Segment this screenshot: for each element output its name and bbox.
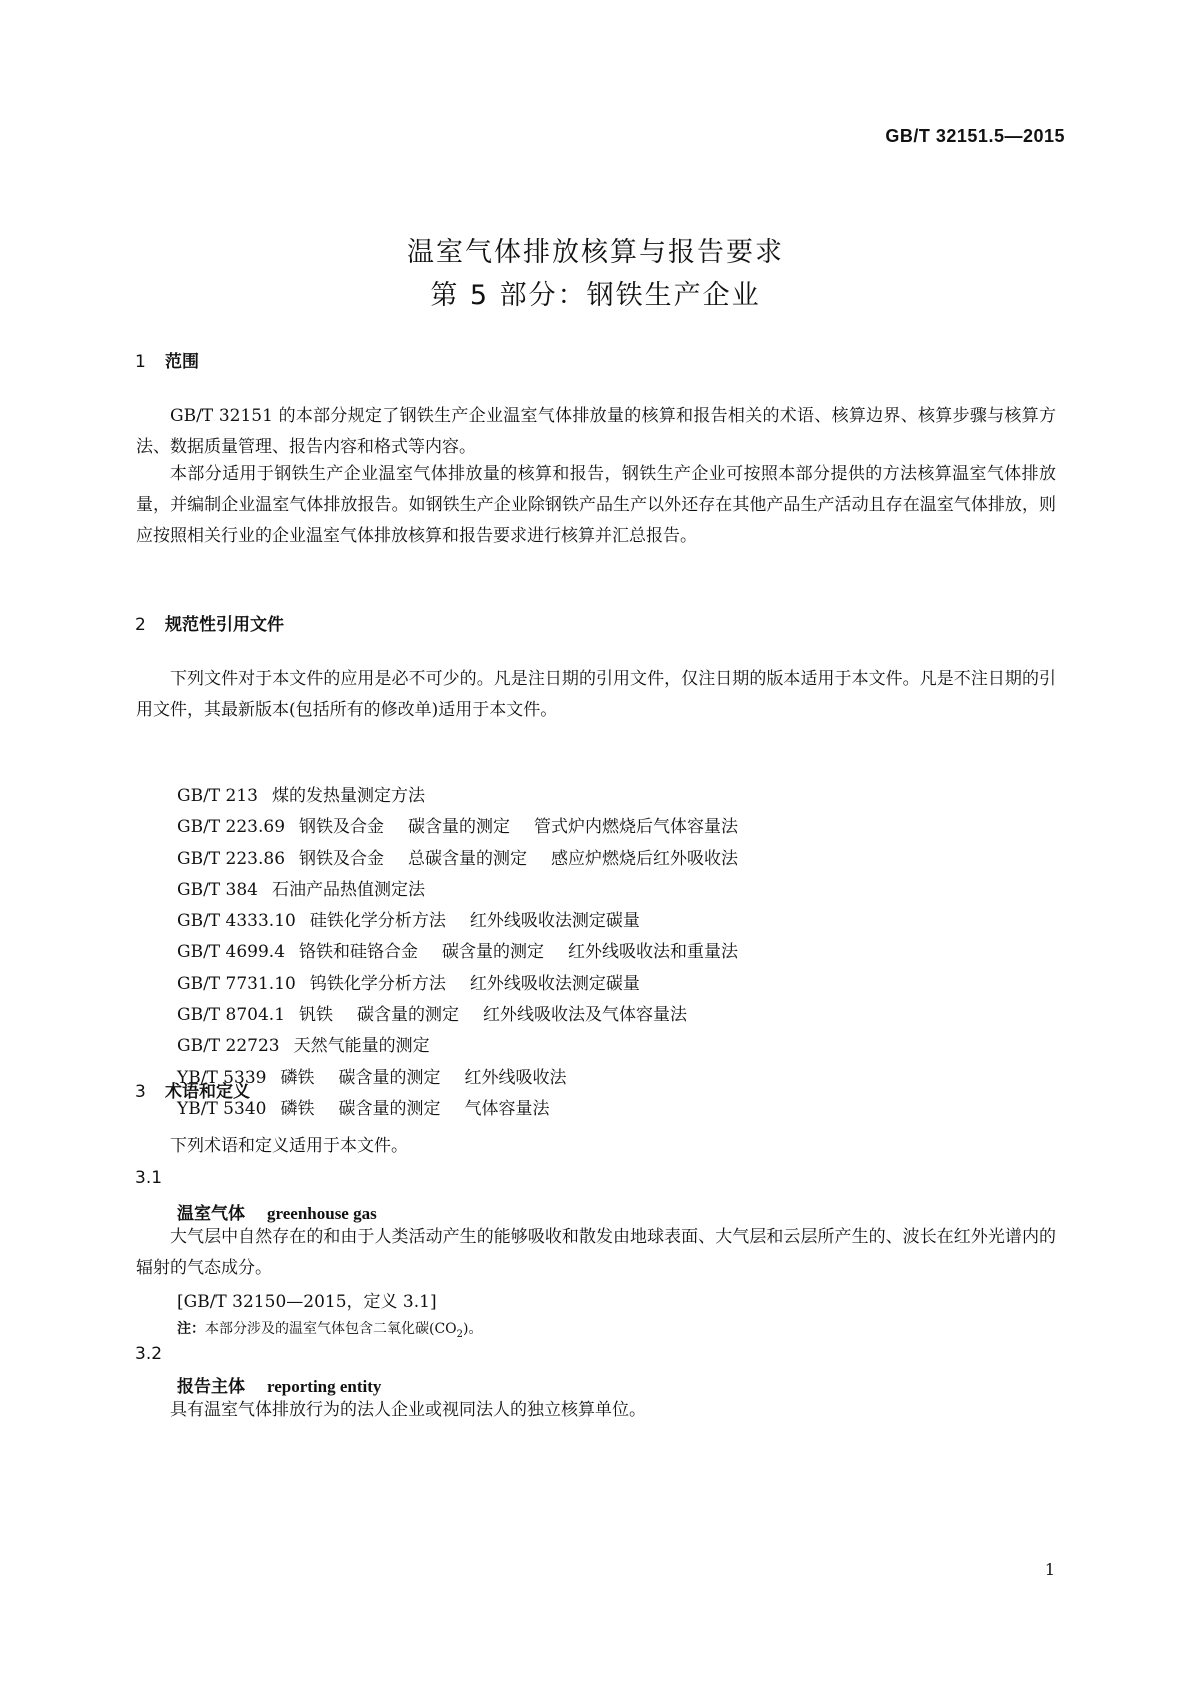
note-subscript: 2 [456, 1328, 464, 1340]
reference-item [177, 1094, 738, 1125]
reference-title: 磷铁 [280, 1067, 315, 1088]
reference-item [177, 969, 738, 1000]
section-1-heading [135, 347, 199, 372]
term-en: reporting entity [267, 1377, 382, 1396]
reference-title: 煤的发热量测定方法 [272, 786, 425, 806]
reference-item [177, 812, 738, 843]
reference-list [177, 781, 738, 1125]
reference-title: 铬铁和硅铬合金 [299, 942, 419, 963]
reference-title: 钨铁化学分析方法 [309, 973, 446, 994]
reference-title: 钢铁及合金 [299, 817, 385, 838]
reference-item [177, 937, 738, 968]
reference-code: GB/T 4699.4 [177, 942, 286, 963]
standard-code: GB/T 32151.5—2015 [885, 126, 1065, 146]
reference-title: 感应炉燃烧后红外吸收法 [551, 848, 739, 869]
reference-title: 红外线吸收法 [464, 1067, 567, 1088]
reference-item [177, 1063, 738, 1094]
document-title: 温室气体排放核算与报告要求 [407, 237, 784, 268]
reference-item [177, 1031, 738, 1062]
reference-code: YB/T 5340 [177, 1098, 267, 1119]
clause-number: 3.1 [135, 1168, 163, 1188]
references-intro: 下列文件对于本文件的应用是必不可少的。凡是注日期的引用文件，仅注日期的版本适用于本文件。凡是不注日期的引用文件，其最新版本(包括所有的修改单)适用于本文件。 [136, 669, 1056, 720]
term-source: [GB/T 32150—2015，定义 3.1] [177, 1292, 437, 1312]
reference-title: 磷铁 [280, 1098, 315, 1119]
term-entry [177, 1372, 381, 1397]
term-definition: 具有温室气体排放行为的法人企业或视同法人的独立核算单位。 [170, 1400, 646, 1420]
reference-title: 碳含量的测定 [442, 942, 545, 963]
term-note [177, 1318, 483, 1340]
reference-title: 碳含量的测定 [357, 1005, 460, 1026]
reference-code: GB/T 223.86 [177, 848, 286, 869]
term-definition: 大气层中自然存在的和由于人类活动产生的能够吸收和散发由地球表面、大气层和云层所产生的、波长在红外光谱内的辐射的气态成分。 [136, 1227, 1056, 1278]
note-end: )。 [463, 1321, 483, 1337]
section-title: 规范性引用文件 [165, 615, 284, 635]
section-number: 3 [135, 1082, 146, 1102]
reference-code: GB/T 8704.1 [177, 1005, 286, 1026]
scope-paragraph-2: 本部分适用于钢铁生产企业温室气体排放量的核算和报告，钢铁生产企业可按照本部分提供的方法核算温室气体排放量，并编制企业温室气体排放报告。如钢铁生产企业除钢铁产品生产以外还存在其他产品生产活动且存在温室气体排放，则应按照相关行业的企业温室气体排放核算和报告要求进行核算并汇总报告。 [136, 464, 1056, 546]
reference-title: 天然气能量的测定 [293, 1036, 430, 1057]
section-3-heading [135, 1077, 250, 1102]
scope-paragraph-1: GB/T 32151 的本部分规定了钢铁生产企业温室气体排放量的核算和报告相关的术语、核算边界、核算步骤与核算方法、数据质量管理、报告内容和格式等内容。 [136, 406, 1056, 457]
reference-title: 红外线吸收法及气体容量法 [483, 1005, 688, 1026]
section-2-heading [135, 610, 284, 635]
reference-item [177, 1000, 738, 1031]
clause-number: 3.2 [135, 1344, 163, 1364]
reference-code: YB/T 5339 [177, 1067, 267, 1088]
reference-item [177, 906, 738, 937]
reference-code: GB/T 223.69 [177, 817, 286, 838]
page-number: 1 [1044, 1560, 1055, 1579]
reference-title: 钢铁及合金 [299, 848, 385, 869]
term-entry [177, 1199, 377, 1224]
reference-code: GB/T 384 [177, 879, 258, 900]
section-title: 术语和定义 [165, 1082, 250, 1102]
term-zh: 温室气体 [177, 1204, 245, 1224]
reference-title: 管式炉内燃烧后气体容量法 [534, 817, 739, 838]
reference-title: 硅铁化学分析方法 [309, 911, 446, 932]
reference-code: GB/T 4333.10 [177, 911, 296, 932]
reference-title: 气体容量法 [464, 1098, 550, 1119]
section-title: 范围 [165, 352, 199, 372]
reference-title: 碳含量的测定 [408, 817, 511, 838]
reference-code: GB/T 22723 [177, 1036, 280, 1057]
reference-item [177, 844, 738, 875]
reference-title: 总碳含量的测定 [408, 848, 528, 869]
reference-title: 石油产品热值测定法 [272, 879, 425, 900]
reference-title: 钒铁 [299, 1005, 334, 1026]
reference-code: GB/T 7731.10 [177, 973, 296, 994]
reference-title: 红外线吸收法测定碳量 [469, 911, 640, 932]
reference-title: 红外线吸收法测定碳量 [469, 973, 640, 994]
note-label: 注： [177, 1321, 205, 1337]
section-number: 2 [135, 615, 146, 635]
note-text: 本部分涉及的温室气体包含二氧化碳(CO [205, 1321, 457, 1337]
term-en: greenhouse gas [267, 1204, 377, 1223]
reference-item [177, 781, 738, 812]
reference-code: GB/T 213 [177, 786, 258, 806]
term-zh: 报告主体 [177, 1377, 245, 1397]
reference-item [177, 875, 738, 906]
document-subtitle: 第 5 部分：钢铁生产企业 [430, 280, 761, 311]
reference-title: 碳含量的测定 [338, 1098, 441, 1119]
terms-intro: 下列术语和定义适用于本文件。 [170, 1136, 408, 1156]
section-number: 1 [135, 352, 146, 372]
reference-title: 碳含量的测定 [338, 1067, 441, 1088]
reference-title: 红外线吸收法和重量法 [568, 942, 739, 963]
